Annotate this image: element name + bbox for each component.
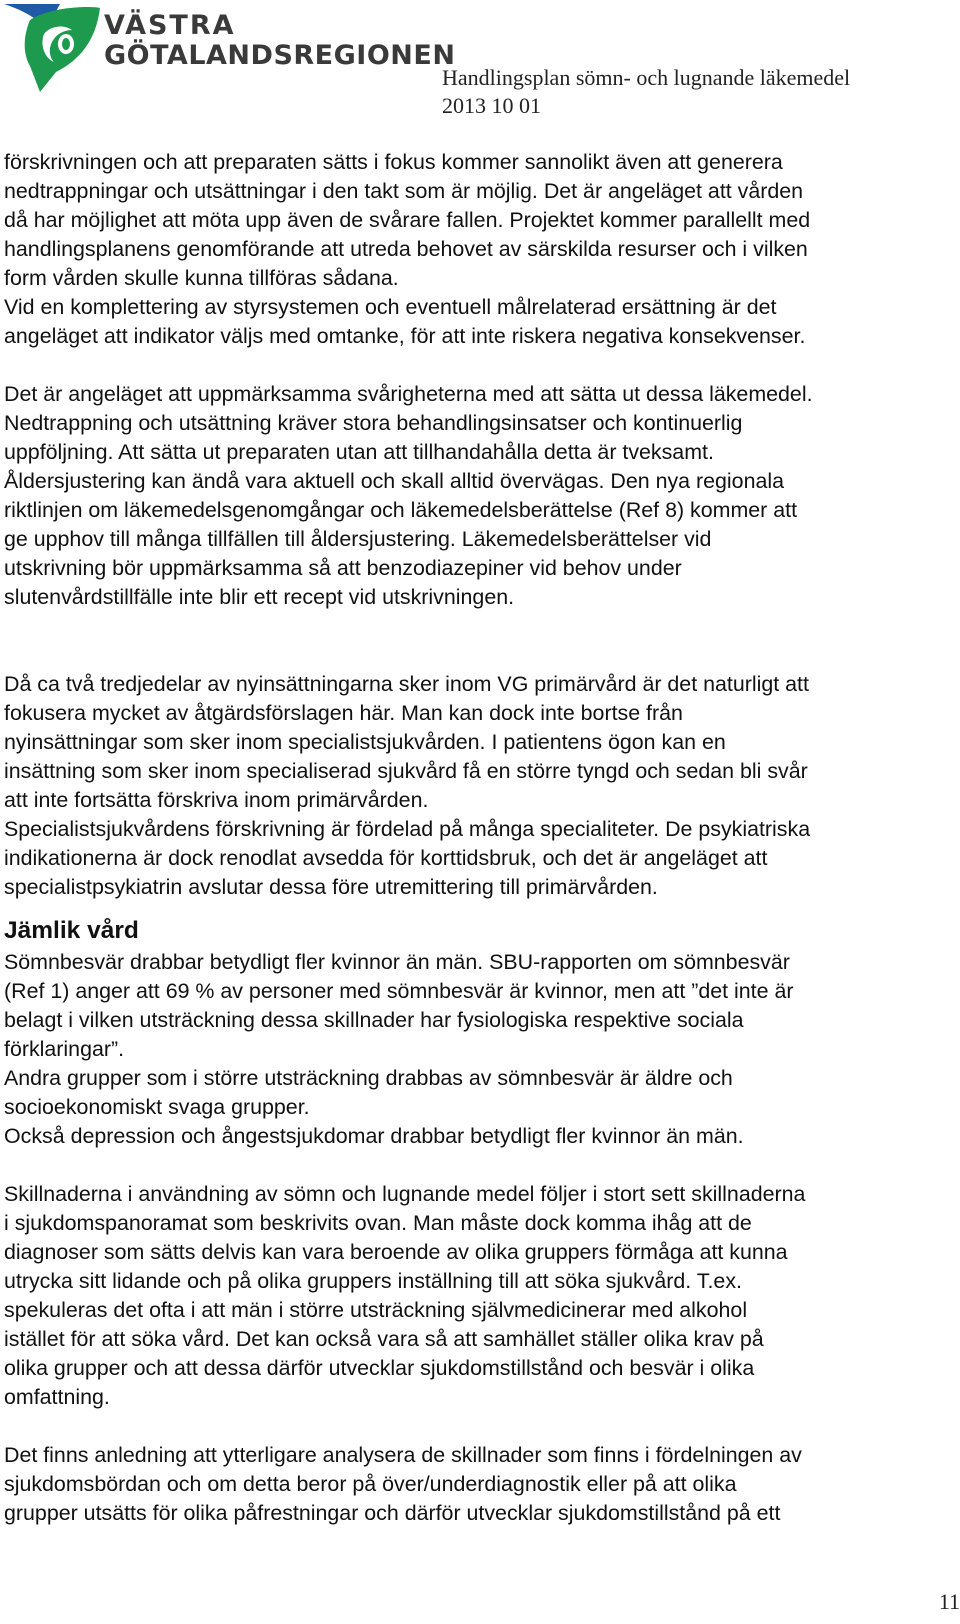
paragraph: Också depression och ångestsjukdomar drabbar betydligt fler kvinnor än män.	[4, 1124, 744, 1148]
logo-emblem-icon	[0, 0, 104, 95]
paragraph: Det finns anledning att ytterligare analysera de skillnader som finns i fördelningen av sjukdomsbördan och om detta beror på över/underdiagnostik eller på att olika grupper utsätts för olika påfrestningar och därför utvecklar sjukdomstillstånd på ett	[4, 1443, 802, 1525]
spacer	[4, 1412, 959, 1441]
document-title: Handlingsplan sömn- och lugnande läkemedel	[442, 65, 851, 90]
spacer	[4, 351, 959, 380]
paragraph: förskrivningen och att preparaten sätts i fokus kommer sannolikt även att generera nedtrappningar och utsättningar i den takt som är möjlig. Det är angeläget att vården då har möjlighet att möta upp även de svårare fallen. Projektet kommer parallellt med handlingsplanens genomförande att utreda behovet av särskilda resurser och i vilken form vården skulle kunna tillföras sådana.	[4, 150, 811, 290]
paragraph: Det är angeläget att uppmärksamma svårigheterna med att sätta ut dessa läkemedel. Nedtrappning och utsättning kräver stora behandlingsinsatser och kontinuerlig uppföljning. Att sätta ut preparaten utan att tillhandahålla detta är tveksamt. Åldersjustering kan ändå vara aktuell och skall alltid övervägas. Den nya regionala riktlinjen om läkemedelsgenomgångar och läkemedelsberättelse (Ref 8) kommer att ge upphov till många tillfällen till åldersjustering. Läkemedelsberättelser vid utskrivning bör uppmärksamma så att benzodiazepiner vid behov under slutenvårdstillfälle inte blir ett recept vid utskrivningen.	[4, 382, 813, 609]
spacer	[4, 902, 959, 914]
paragraph: Vid en komplettering av styrsystemen och eventuell målrelaterad ersättning är det angeläget att indikator väljs med omtanke, för att inte riskera negativa konsekvenser.	[4, 295, 806, 348]
logo-text-line2: GÖTALANDSREGIONEN	[104, 40, 456, 71]
paragraph: Då ca två tredjedelar av nyinsättningarna sker inom VG primärvård är det naturligt att fokusera mycket av åtgärdsförslagen här. Man kan dock inte bortse från nyinsättningar som sker inom specialistsjukvården. I patientens ögon kan en insättning som sker inom specialiserad sjukvård få en större tyngd och sedan bli svår att inte fortsätta förskriva inom primärvården.	[4, 672, 809, 812]
spacer	[4, 1151, 959, 1180]
section-heading: Jämlik vård	[4, 917, 139, 944]
logo-text-line1: VÄSTRA	[104, 10, 236, 41]
spacer	[4, 612, 959, 670]
organization-logo	[0, 0, 456, 95]
paragraph: Sömnbesvär drabbar betydligt fler kvinnor än män. SBU-rapporten om sömnbesvär (Ref 1) anger att 69 % av personer med sömnbesvär är kvinnor, men att ”det inte är belagt i vilken utsträckning dessa skillnader har fysiologiska respektive sociala förklaringar”.	[4, 950, 794, 1061]
document-date: 2013 10 01	[442, 93, 541, 118]
paragraph: Skillnaderna i användning av sömn och lugnande medel följer i stort sett skillnaderna i sjukdomspanoramat som beskrivits ovan. Man måste dock komma ihåg att de diagnoser som sätts delvis kan vara beroende av olika gruppers förmåga att kunna utrycka sitt lidande och på olika gruppers inställning till att söka sjukvård. T.ex. spekuleras det ofta i att män i större utsträckning självmedicinerar med alkohol istället för att söka vård. Det kan också vara så att samhället ställer olika krav på olika grupper och att dessa därför utvecklar sjukdomstillstånd och besvär i olika omfattning.	[4, 1182, 806, 1409]
page-number: 11	[938, 1589, 960, 1614]
paragraph: Specialistsjukvårdens förskrivning är fördelad på många specialiteter. De psykiatriska indikationerna är dock renodlat avsedda för korttidsbruk, och det är angeläget att specialistpsykiatrin avslutar dessa före utremittering till primärvården.	[4, 817, 811, 899]
document-header	[442, 64, 850, 120]
document-body	[4, 148, 959, 1528]
paragraph: Andra grupper som i större utsträckning drabbas av sömnbesvär är äldre och socioekonomiskt svaga grupper.	[4, 1066, 733, 1119]
